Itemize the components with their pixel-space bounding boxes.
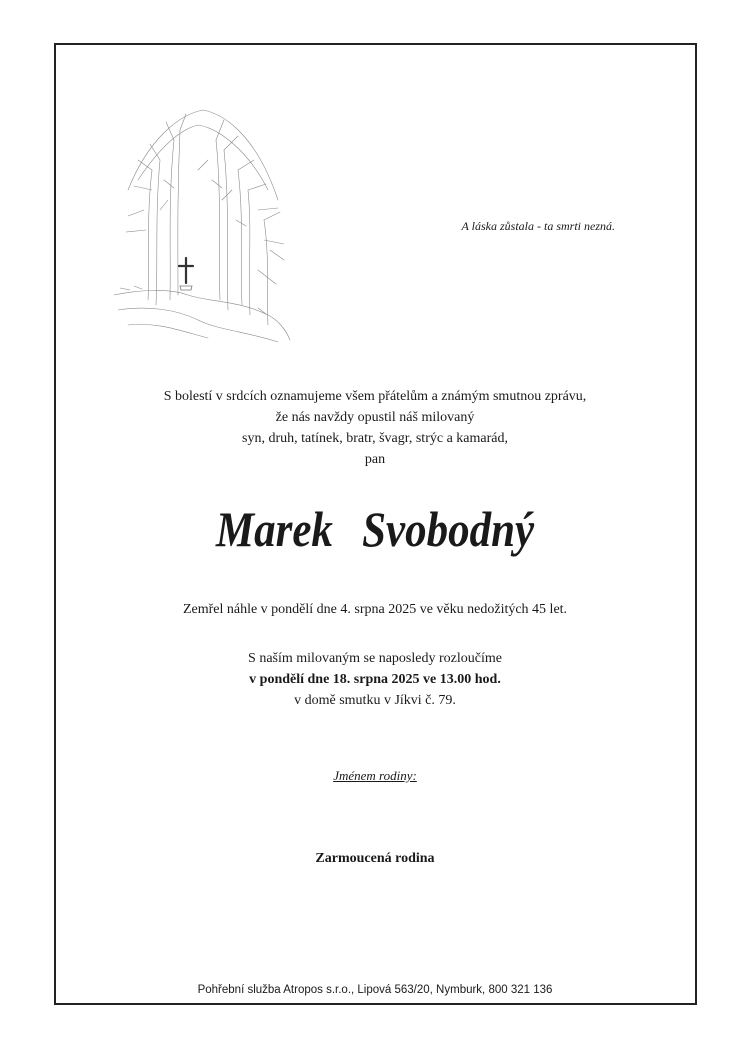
farewell-date-time: v pondělí dne 18. srpna 2025 ve 13.00 hod. <box>249 672 501 687</box>
motto: A láska zůstala - ta smrti nezná. <box>461 219 615 233</box>
first-name: Marek <box>215 501 333 557</box>
announcement-intro <box>60 386 690 470</box>
deceased-name <box>104 500 646 558</box>
farewell-line: S naším milovaným se naposledy rozloučíme <box>248 651 502 666</box>
last-name: Svobodný <box>362 501 535 557</box>
death-notice: Zemřel náhle v pondělí dne 4. srpna 2025 ve věku nedožitých 45 let. <box>182 602 568 617</box>
farewell-place: v domě smutku v Jíkvi č. 79. <box>294 693 456 708</box>
intro-line: že nás navždy opustil náš milovaný <box>275 410 475 425</box>
trees-with-cross-icon <box>108 100 294 346</box>
intro-line: pan <box>364 452 386 467</box>
funeral-service-footer: Pohřební služba Atropos s.r.o., Lipová 563/20, Nymburk, 800 321 136 <box>197 984 553 996</box>
farewell-info <box>60 648 690 711</box>
signed-on-behalf: Jménem rodiny: <box>333 768 417 783</box>
intro-line: syn, druh, tatínek, bratr, švagr, strýc a kamarád, <box>242 431 508 446</box>
family-signature: Zarmoucená rodina <box>315 851 435 866</box>
intro-line: S bolestí v srdcích oznamujeme všem přátelům a známým smutnou zprávu, <box>163 389 587 404</box>
